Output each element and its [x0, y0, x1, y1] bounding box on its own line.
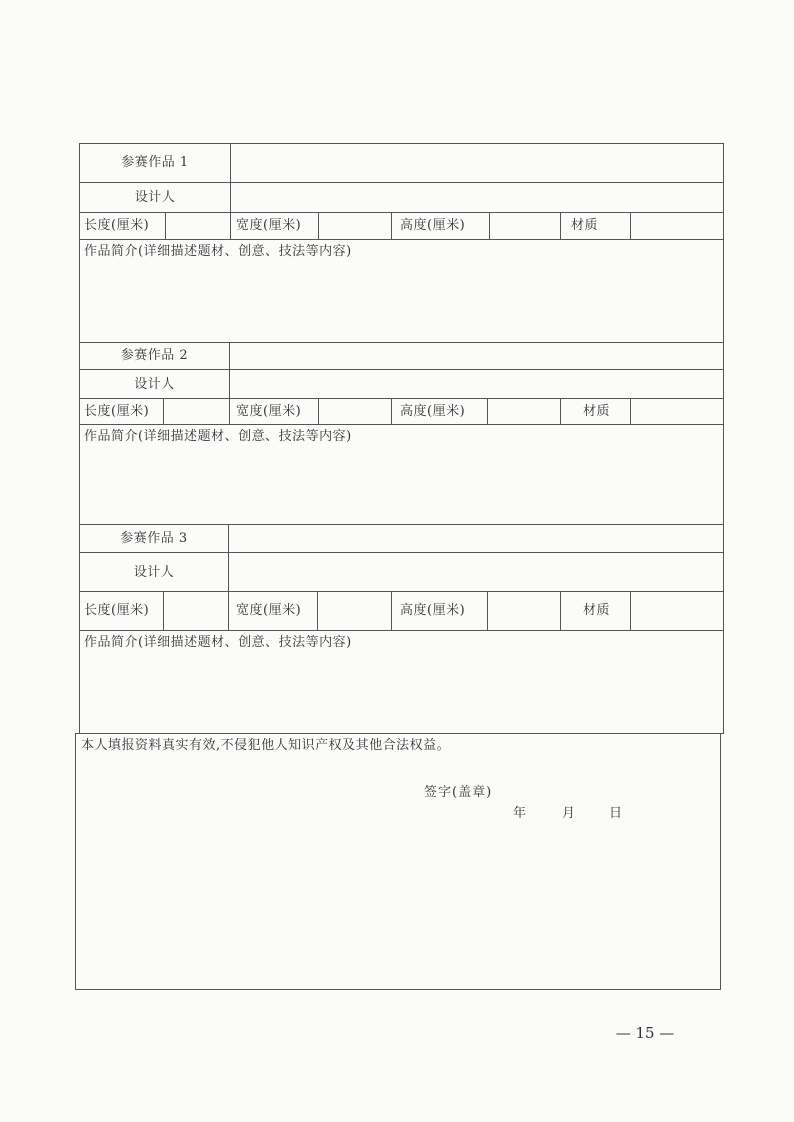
row-divider — [79, 552, 724, 553]
col-divider — [317, 591, 318, 630]
col-divider — [487, 591, 488, 630]
col-divider — [630, 212, 631, 239]
col-divider — [165, 212, 166, 239]
date-year-label: 年 — [513, 806, 528, 821]
col-divider — [487, 398, 488, 424]
date-day-label: 日 — [609, 806, 624, 821]
row-divider — [79, 182, 724, 183]
col-divider — [229, 398, 230, 424]
table-border-right-upper — [723, 143, 724, 733]
entry-3-width-label: 宽度(厘米) — [236, 603, 302, 618]
col-divider — [391, 591, 392, 630]
signature-label: 签字(盖章) — [424, 785, 493, 800]
table-border-right-lower — [720, 733, 721, 989]
entry-2-description-label: 作品简介(详细描述题材、创意、技法等内容) — [84, 429, 352, 444]
row-divider — [79, 212, 724, 213]
col-divider — [230, 143, 231, 212]
row-divider — [75, 733, 724, 734]
row-divider — [79, 524, 724, 525]
entry-3-height-label: 高度(厘米) — [400, 603, 466, 618]
col-divider — [391, 212, 392, 239]
entry-2-width-label: 宽度(厘米) — [236, 404, 302, 419]
col-divider — [560, 212, 561, 239]
entry-1-material-label: 材质 — [571, 218, 599, 233]
col-divider — [630, 591, 631, 630]
col-divider — [391, 398, 392, 424]
entry-2-length-label: 长度(厘米) — [84, 404, 150, 419]
entry-1-width-label: 宽度(厘米) — [236, 218, 302, 233]
col-divider — [318, 398, 319, 424]
row-divider — [79, 591, 724, 592]
col-divider — [230, 212, 231, 239]
row-divider — [79, 369, 724, 370]
declaration-text: 本人填报资料真实有效,不侵犯他人知识产权及其他合法权益。 — [81, 738, 451, 753]
entry-3-title: 参赛作品 3 — [120, 531, 188, 546]
row-divider — [79, 342, 724, 343]
row-divider — [79, 424, 724, 425]
entry-3-designer-label: 设计人 — [133, 565, 175, 580]
entry-3-length-label: 长度(厘米) — [84, 603, 150, 618]
entry-2-height-label: 高度(厘米) — [400, 404, 466, 419]
col-divider — [318, 212, 319, 239]
col-divider — [163, 591, 164, 630]
entry-3-material-label: 材质 — [583, 603, 611, 618]
col-divider — [163, 398, 164, 424]
col-divider — [228, 591, 229, 630]
entry-2-designer-label: 设计人 — [134, 377, 175, 392]
row-divider — [79, 398, 724, 399]
entry-3-description-label: 作品简介(详细描述题材、创意、技法等内容) — [84, 635, 352, 650]
entry-1-length-label: 长度(厘米) — [84, 218, 150, 233]
table-border-bottom — [75, 989, 721, 990]
col-divider — [560, 398, 561, 424]
row-divider — [79, 630, 724, 631]
date-month-label: 月 — [562, 806, 577, 821]
row-divider — [79, 239, 724, 240]
table-border-left-upper — [79, 143, 80, 733]
table-border-top — [79, 143, 724, 144]
entry-1-height-label: 高度(厘米) — [400, 218, 466, 233]
entry-2-material-label: 材质 — [583, 404, 611, 419]
entry-1-designer-label: 设计人 — [134, 190, 176, 205]
page-number: — 15 — — [615, 1024, 675, 1042]
col-divider — [560, 591, 561, 630]
entry-1-description-label: 作品简介(详细描述题材、创意、技法等内容) — [84, 244, 352, 259]
col-divider — [630, 398, 631, 424]
col-divider — [228, 524, 229, 591]
table-border-left-lower — [75, 733, 76, 989]
entry-1-title: 参赛作品 1 — [121, 155, 189, 170]
col-divider — [489, 212, 490, 239]
col-divider — [229, 342, 230, 398]
entry-2-title: 参赛作品 2 — [120, 348, 189, 363]
